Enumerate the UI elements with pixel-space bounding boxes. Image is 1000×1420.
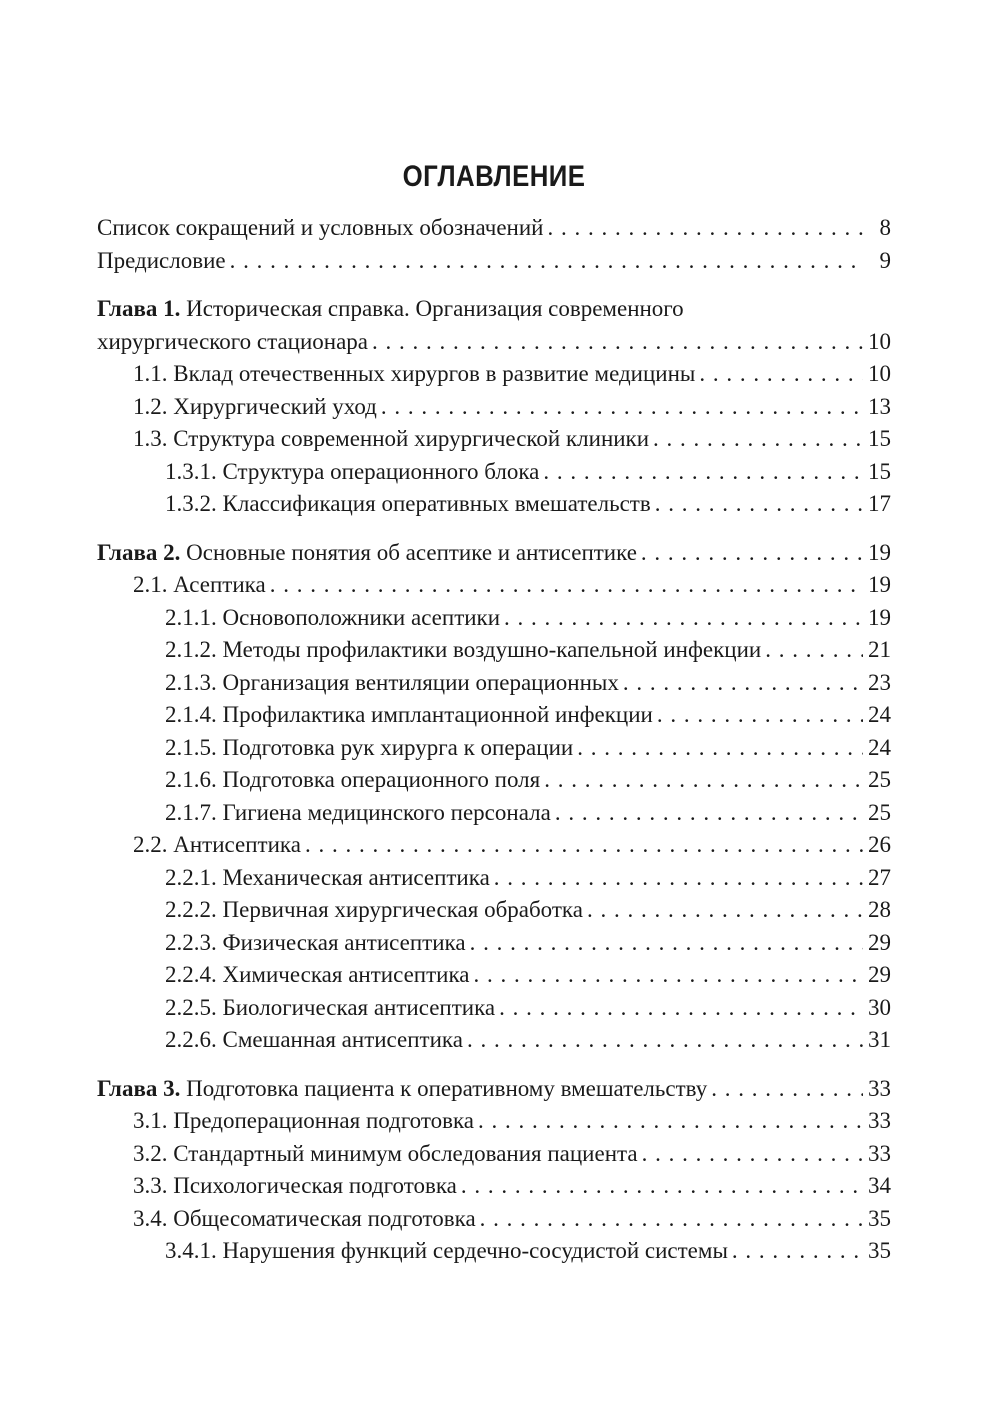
- toc-entry-abbreviations[interactable]: [97, 212, 891, 245]
- dot-leader: [473, 959, 863, 992]
- toc-entry-2-2-3[interactable]: [97, 927, 891, 960]
- page-title: ОГЛАВЛЕНИЕ: [402, 160, 586, 193]
- dot-leader: [623, 667, 863, 700]
- toc-entry-label: 1.3.2. Классификация оперативных вмешательств: [165, 491, 651, 516]
- toc-entry-3-4[interactable]: [97, 1203, 891, 1236]
- toc-entry-preface[interactable]: [97, 245, 891, 278]
- dot-leader: [494, 862, 863, 895]
- toc-page-number: 15: [868, 458, 891, 484]
- chapter-number: Глава 3.: [97, 1075, 181, 1101]
- toc-page-number: 34: [868, 1173, 891, 1198]
- toc-page-number: 10: [868, 361, 891, 386]
- dot-leader: [657, 699, 863, 732]
- toc-page-number: 15: [868, 426, 891, 451]
- toc-entry-label: 2.1.1. Основоположники асептики: [165, 604, 501, 630]
- toc-entry-label: 2.1.2. Методы профилактики воздушно-капельной инфекции: [165, 637, 762, 662]
- chapter-heading-label: [97, 1073, 707, 1106]
- dot-leader: [381, 391, 863, 424]
- dot-leader: [642, 1138, 863, 1171]
- toc-entry-label: 2.2. Антисептика: [133, 832, 301, 857]
- toc-entry-3-3[interactable]: [97, 1170, 891, 1203]
- section-gap: [97, 521, 891, 537]
- toc-page-number: 23: [868, 669, 891, 695]
- toc-entry-2-2[interactable]: [97, 829, 891, 862]
- dot-leader: [270, 569, 863, 602]
- dot-leader: [480, 1203, 863, 1236]
- toc-page-number: 35: [868, 1205, 891, 1231]
- section-gap: [97, 277, 891, 293]
- toc-entry-2-2-5[interactable]: [97, 992, 891, 1025]
- toc-entry-2-2-4[interactable]: [97, 959, 891, 992]
- dot-leader: [470, 927, 863, 960]
- toc-entry-label: 2.1.6. Подготовка операционного поля: [165, 767, 541, 792]
- toc-page-number: 33: [868, 1140, 891, 1166]
- dot-leader: [577, 732, 863, 765]
- chapter-2-heading[interactable]: [97, 537, 891, 570]
- toc-entry-label: 2.1. Асептика: [133, 572, 266, 597]
- toc-entry-2-1-6[interactable]: [97, 764, 891, 797]
- dot-leader: [499, 992, 863, 1025]
- toc-entry-label: 2.2.3. Физическая антисептика: [165, 929, 466, 955]
- dot-leader: [587, 894, 863, 927]
- chapter-number: Глава 2.: [97, 539, 181, 565]
- toc-entry-label: 3.3. Психологическая подготовка: [133, 1173, 457, 1198]
- toc-page-number: 33: [868, 1075, 891, 1101]
- toc-entry-1-1[interactable]: [97, 358, 891, 391]
- toc-page-number: 27: [868, 864, 891, 890]
- chapter-number: Глава 1.: [97, 296, 181, 321]
- toc-entry-3-1[interactable]: [97, 1105, 891, 1138]
- toc-page-number: 19: [868, 604, 891, 630]
- toc-entry-1-3-1[interactable]: [97, 456, 891, 489]
- dot-leader: [461, 1170, 863, 1203]
- toc-page-number: 33: [868, 1108, 891, 1133]
- toc-page-number: 24: [868, 702, 891, 727]
- toc-page-number: 25: [868, 799, 891, 825]
- toc-entry-label: 2.2.5. Биологическая антисептика: [165, 994, 496, 1020]
- dot-leader: [544, 764, 863, 797]
- dot-leader: [732, 1235, 863, 1268]
- toc-entry-3-4-1[interactable]: [97, 1235, 891, 1268]
- toc-page-number: 9: [879, 247, 891, 273]
- chapter-1-heading[interactable]: [97, 293, 891, 326]
- toc-entry-label: 2.2.1. Механическая антисептика: [165, 864, 490, 890]
- toc-page-number: 28: [868, 897, 891, 922]
- toc-page-number: 8: [879, 215, 891, 240]
- chapter-3-heading[interactable]: [97, 1073, 891, 1106]
- toc-entry-label: 3.4. Общесоматическая подготовка: [133, 1205, 476, 1231]
- toc-entry-label: Предисловие: [97, 247, 226, 273]
- toc-page-number: 13: [868, 393, 891, 419]
- toc-page-number: 17: [868, 491, 891, 516]
- dot-leader: [467, 1024, 863, 1057]
- dot-leader: [305, 829, 863, 862]
- toc-entry-label: 1.2. Хирургический уход: [133, 393, 377, 419]
- toc-page-number: 35: [868, 1238, 891, 1263]
- chapter-1-heading-cont[interactable]: [97, 326, 891, 359]
- dot-leader: [543, 456, 863, 489]
- toc-entry-2-1[interactable]: [97, 569, 891, 602]
- toc-page-number: 29: [868, 929, 891, 955]
- dot-leader: [641, 537, 863, 570]
- toc-entry-label: 1.3. Структура современной хирургической клиники: [133, 426, 650, 451]
- toc-entry-label: 3.2. Стандартный минимум обследования пациента: [133, 1140, 638, 1166]
- dot-leader: [655, 488, 863, 521]
- chapter-heading-label: [97, 537, 637, 570]
- toc-entry-2-2-1[interactable]: [97, 862, 891, 895]
- toc-page-number: 30: [868, 994, 891, 1020]
- toc-entry-label: 2.2.2. Первичная хирургическая обработка: [165, 897, 583, 922]
- chapter-title-line1: Историческая справка. Организация современного: [186, 296, 684, 321]
- dot-leader: [555, 797, 863, 830]
- toc-entry-label: 2.1.7. Гигиена медицинского персонала: [165, 799, 551, 825]
- dot-leader: [547, 212, 863, 245]
- toc-entry-2-1-2[interactable]: [97, 634, 891, 667]
- toc-page-number: 26: [868, 832, 891, 857]
- toc-page-number: 31: [868, 1027, 891, 1052]
- toc-entry-label: 2.1.4. Профилактика имплантационной инфекции: [165, 702, 653, 727]
- toc-entry-label: 2.1.5. Подготовка рук хирурга к операции: [165, 734, 574, 760]
- toc-page-number: 29: [868, 962, 891, 987]
- toc-entry-label: 3.1. Предоперационная подготовка: [133, 1108, 475, 1133]
- toc-page-number: 19: [868, 572, 891, 597]
- section-gap: [97, 1057, 891, 1073]
- toc-entry-label: Список сокращений и условных обозначений: [97, 215, 544, 240]
- toc-entry-label: 2.2.6. Смешанная антисептика: [165, 1027, 463, 1052]
- toc-entry-label: 1.1. Вклад отечественных хирургов в развитие медицины: [133, 361, 696, 386]
- toc-entry-1-2[interactable]: [97, 391, 891, 424]
- dot-leader: [478, 1105, 863, 1138]
- toc-entry-2-1-5[interactable]: [97, 732, 891, 765]
- toc-page-number: 21: [868, 637, 891, 662]
- toc-page-number: 25: [868, 767, 891, 792]
- dot-leader: [653, 423, 863, 456]
- dot-leader: [372, 326, 863, 359]
- chapter-title: Основные понятия об асептике и антисептике: [186, 539, 637, 565]
- toc-page-number: 19: [868, 539, 891, 565]
- dot-leader: [230, 245, 863, 278]
- toc-page-number: 10: [868, 328, 891, 354]
- toc-entry-1-3-2[interactable]: [97, 488, 891, 521]
- chapter-title: Подготовка пациента к оперативному вмешательству: [186, 1075, 708, 1101]
- dot-leader: [765, 634, 863, 667]
- toc-entry-label: 3.4.1. Нарушения функций сердечно-сосудистой системы: [165, 1238, 728, 1263]
- toc-entry-label: 2.2.4. Химическая антисептика: [165, 962, 470, 987]
- toc-entry-1-3[interactable]: [97, 423, 891, 456]
- toc-entry-2-1-4[interactable]: [97, 699, 891, 732]
- toc-entry-2-1-7[interactable]: [97, 797, 891, 830]
- table-of-contents: [97, 212, 891, 1268]
- toc-entry-2-1-1[interactable]: [97, 602, 891, 635]
- dot-leader: [711, 1073, 863, 1106]
- toc-entry-2-2-6[interactable]: [97, 1024, 891, 1057]
- toc-entry-label: 2.1.3. Организация вентиляции операционных: [165, 669, 619, 695]
- toc-entry-3-2[interactable]: [97, 1138, 891, 1171]
- toc-entry-2-1-3[interactable]: [97, 667, 891, 700]
- chapter-title-line2: хирургического стационара: [97, 328, 369, 354]
- toc-page-number: 24: [868, 734, 891, 760]
- dot-leader: [504, 602, 863, 635]
- toc-entry-2-2-2[interactable]: [97, 894, 891, 927]
- dot-leader: [699, 358, 863, 391]
- toc-entry-label: 1.3.1. Структура операционного блока: [165, 458, 540, 484]
